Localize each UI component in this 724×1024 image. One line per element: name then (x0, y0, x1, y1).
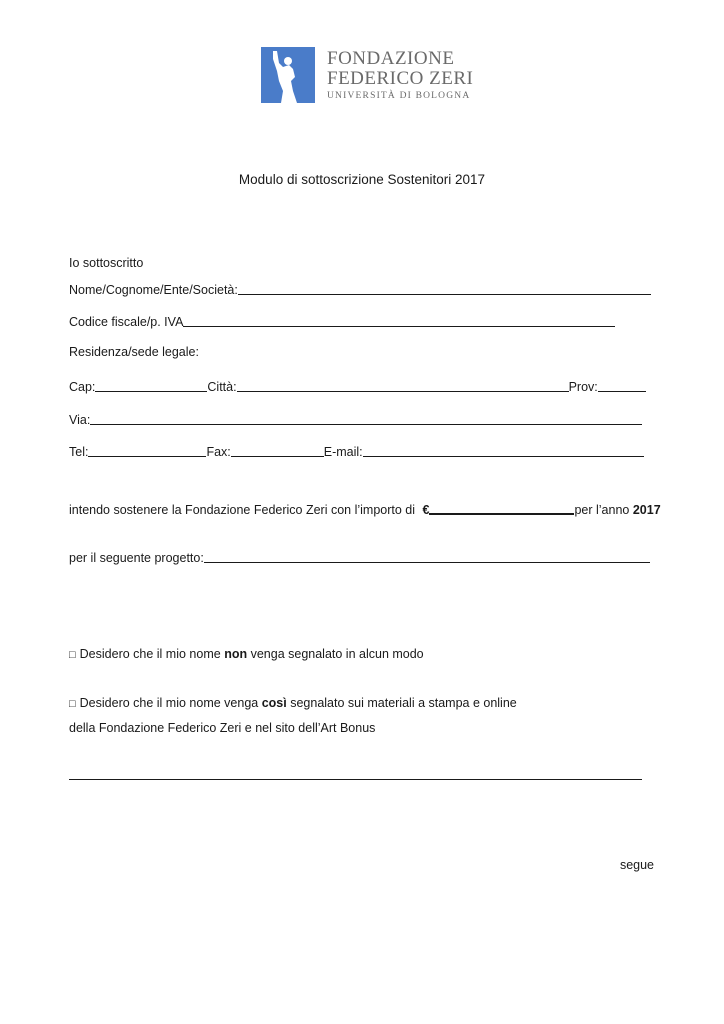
email-field[interactable] (363, 443, 644, 457)
option-name-shown-line2: della Fondazione Federico Zeri e nel sito dell’Art Bonus (69, 721, 376, 735)
foundation-logo (261, 47, 474, 105)
logo-wordmark (327, 49, 473, 103)
amount-row (69, 500, 661, 517)
tel-label: Tel: (69, 445, 89, 459)
street-field[interactable] (90, 411, 642, 425)
option-no-name-after: venga segnalato in alcun modo (250, 647, 424, 661)
cap-field[interactable] (95, 378, 207, 392)
name-field[interactable] (238, 281, 651, 295)
amount-text: intendo sostenere la Fondazione Federico Zeri con l’importo di (69, 503, 416, 517)
tax-code-label: Codice fiscale/p. IVA (69, 315, 184, 329)
cap-label: Cap: (69, 380, 96, 394)
fax-field[interactable] (231, 443, 324, 457)
name-row (69, 281, 651, 297)
tax-code-row (69, 313, 615, 329)
city-field[interactable] (237, 378, 569, 392)
name-label: Nome/Cognome/Ente/Società: (69, 283, 238, 297)
prov-label: Prov: (568, 380, 598, 394)
option-name-shown-bold: così (261, 696, 287, 710)
amount-field[interactable] (429, 500, 574, 515)
year-value: 2017 (632, 503, 661, 517)
street-row (69, 411, 642, 427)
option-name-shown (69, 696, 517, 710)
email-label: E-mail: (323, 445, 363, 459)
project-label: per il seguente progetto: (69, 551, 204, 565)
tax-code-field[interactable] (183, 313, 615, 327)
option-no-name-before: Desidero che il mio nome (79, 647, 221, 661)
project-field[interactable] (204, 549, 650, 563)
checkbox-no-name[interactable]: □ (69, 649, 76, 661)
street-label: Via: (69, 413, 91, 427)
option-name-shown-after: segnalato sui materiali a stampa e online (290, 696, 517, 710)
logo-line-2: FEDERICO ZERI (327, 68, 474, 89)
option-no-name-bold: non (224, 647, 248, 661)
continue-label: segue (619, 858, 654, 872)
option-name-shown-before: Desidero che il mio nome venga (79, 696, 259, 710)
name-display-field[interactable] (69, 779, 642, 780)
logo-line-1: FONDAZIONE (327, 48, 455, 69)
residence-label: Residenza/sede legale: (69, 345, 199, 359)
logo-line-3: UNIVERSITÀ DI BOLOGNA (327, 91, 471, 101)
checkbox-name-shown[interactable]: □ (69, 698, 76, 710)
form-title: Modulo di sottoscrizione Sostenitori 2017 (238, 172, 486, 187)
city-label: Città: (207, 380, 237, 394)
project-row (69, 549, 650, 565)
fax-label: Fax: (206, 445, 231, 459)
option-no-name (69, 647, 424, 661)
statue-figure-icon (261, 47, 315, 103)
address-row (69, 378, 646, 394)
intro-text: Io sottoscritto (69, 256, 144, 270)
year-prefix: per l’anno (574, 503, 630, 517)
tel-field[interactable] (88, 443, 206, 457)
prov-field[interactable] (598, 378, 646, 392)
currency-symbol: € (422, 503, 430, 517)
contact-row (69, 443, 644, 459)
